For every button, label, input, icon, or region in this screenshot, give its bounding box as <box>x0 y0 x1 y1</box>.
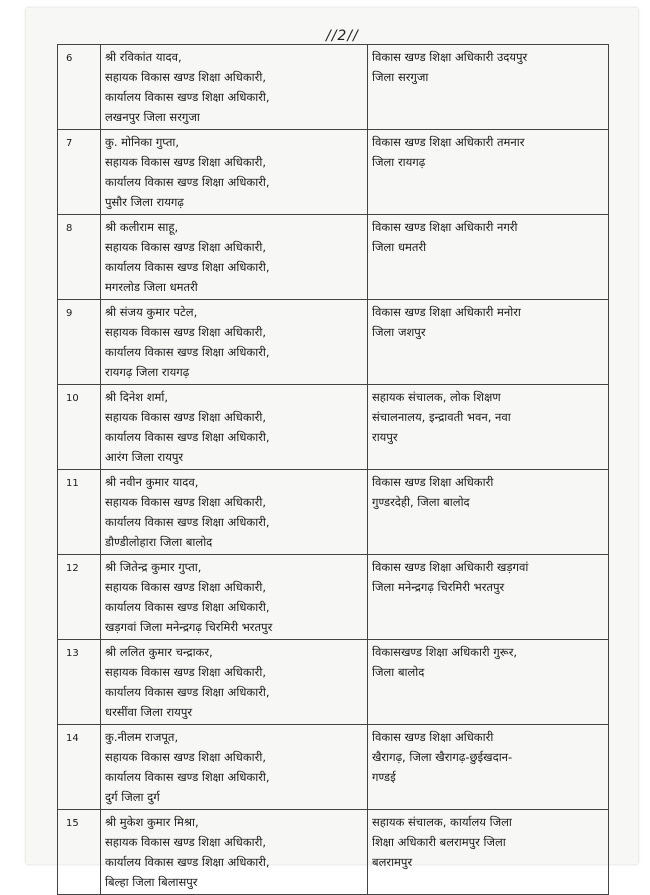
new-posting <box>368 725 606 809</box>
posting-line: संचालनालय, इन्द्रावती भवन, नवा <box>372 410 511 424</box>
posting-line: खैरागढ़, जिला खैरागढ़-छुईखदान- <box>372 750 513 764</box>
officer-name: कु.नीलम राजपूत, <box>105 730 179 744</box>
table-row <box>58 555 608 640</box>
posting-line: जिला रायगढ़ <box>372 155 426 169</box>
new-posting <box>368 130 606 214</box>
officer-details <box>101 385 368 469</box>
posting-line: सहायक संचालक, लोक शिक्षण <box>372 390 501 404</box>
officer-details <box>101 300 368 384</box>
table-row <box>58 470 608 555</box>
officer-name: श्री मुकेश कुमार मिश्रा, <box>105 815 199 829</box>
posting-line: गुण्डरदेही, जिला बालोद <box>372 495 470 509</box>
officer-designation: सहायक विकास खण्ड शिक्षा अधिकारी, <box>105 325 266 339</box>
officer-location: दुर्ग जिला दुर्ग <box>105 790 160 804</box>
posting-line: गण्डई <box>372 770 396 784</box>
officer-office: कार्यालय विकास खण्ड शिक्षा अधिकारी, <box>105 770 270 784</box>
officer-office: कार्यालय विकास खण्ड शिक्षा अधिकारी, <box>105 90 270 104</box>
officer-details <box>101 555 368 639</box>
officer-office: कार्यालय विकास खण्ड शिक्षा अधिकारी, <box>105 855 270 869</box>
officer-details <box>101 470 368 554</box>
serial-number: 7 <box>58 130 101 214</box>
officer-office: कार्यालय विकास खण्ड शिक्षा अधिकारी, <box>105 345 270 359</box>
new-posting <box>368 810 606 894</box>
officer-location: लखनपुर जिला सरगुजा <box>105 110 200 124</box>
posting-line: विकास खण्ड शिक्षा अधिकारी खड़गवां <box>372 560 529 574</box>
officer-details <box>101 45 368 129</box>
new-posting <box>368 470 606 554</box>
serial-number: 10 <box>58 385 101 469</box>
officer-name: श्री कलीराम साहू, <box>105 220 179 234</box>
officer-details <box>101 130 368 214</box>
officer-location: पुसौर जिला रायगढ़ <box>105 195 184 209</box>
table-row <box>58 640 608 725</box>
new-posting <box>368 215 606 299</box>
posting-line: जिला मनेन्द्रगढ़ चिरमिरी भरतपुर <box>372 580 505 594</box>
table-row <box>58 130 608 215</box>
table-row <box>58 810 608 894</box>
officer-designation: सहायक विकास खण्ड शिक्षा अधिकारी, <box>105 410 266 424</box>
posting-line: बलरामपुर <box>372 855 413 869</box>
officer-location: आरंग जिला रायपुर <box>105 450 184 464</box>
new-posting <box>368 385 606 469</box>
officer-details <box>101 640 368 724</box>
officer-name: श्री संजय कुमार पटेल, <box>105 305 198 319</box>
posting-line: शिक्षा अधिकारी बलरामपुर जिला <box>372 835 506 849</box>
posting-line: जिला धमतरी <box>372 240 427 254</box>
posting-line: जिला सरगुजा <box>372 70 429 84</box>
officer-office: कार्यालय विकास खण्ड शिक्षा अधिकारी, <box>105 430 270 444</box>
officer-details <box>101 725 368 809</box>
officer-details <box>101 810 368 894</box>
posting-line: विकास खण्ड शिक्षा अधिकारी उदयपुर <box>372 50 528 64</box>
officer-name: श्री ललित कुमार चन्द्राकर, <box>105 645 213 659</box>
officer-details <box>101 215 368 299</box>
officer-designation: सहायक विकास खण्ड शिक्षा अधिकारी, <box>105 70 266 84</box>
new-posting <box>368 555 606 639</box>
table-row <box>58 45 608 130</box>
officer-office: कार्यालय विकास खण्ड शिक्षा अधिकारी, <box>105 515 270 529</box>
transfer-table <box>57 44 609 895</box>
new-posting <box>368 300 606 384</box>
posting-line: विकास खण्ड शिक्षा अधिकारी <box>372 730 494 744</box>
officer-location: डौण्डीलोहारा जिला बालोद <box>105 535 213 549</box>
posting-line: विकासखण्ड शिक्षा अधिकारी गुरूर, <box>372 645 518 659</box>
serial-number: 12 <box>58 555 101 639</box>
officer-location: धरसींवा जिला रायपुर <box>105 705 193 719</box>
new-posting <box>368 640 606 724</box>
officer-location: रायगढ़ जिला रायगढ़ <box>105 365 190 379</box>
posting-line: विकास खण्ड शिक्षा अधिकारी तमनार <box>372 135 525 149</box>
officer-name: श्री नवीन कुमार यादव, <box>105 475 199 489</box>
officer-office: कार्यालय विकास खण्ड शिक्षा अधिकारी, <box>105 175 270 189</box>
officer-designation: सहायक विकास खण्ड शिक्षा अधिकारी, <box>105 240 266 254</box>
officer-name: श्री जितेन्द्र कुमार गुप्ता, <box>105 560 202 574</box>
officer-office: कार्यालय विकास खण्ड शिक्षा अधिकारी, <box>105 260 270 274</box>
posting-line: सहायक संचालक, कार्यालय जिला <box>372 815 512 829</box>
posting-line: विकास खण्ड शिक्षा अधिकारी <box>372 475 494 489</box>
serial-number: 14 <box>58 725 101 809</box>
new-posting <box>368 45 606 129</box>
officer-designation: सहायक विकास खण्ड शिक्षा अधिकारी, <box>105 580 266 594</box>
officer-office: कार्यालय विकास खण्ड शिक्षा अधिकारी, <box>105 685 270 699</box>
officer-office: कार्यालय विकास खण्ड शिक्षा अधिकारी, <box>105 600 270 614</box>
officer-designation: सहायक विकास खण्ड शिक्षा अधिकारी, <box>105 665 266 679</box>
serial-number: 9 <box>58 300 101 384</box>
officer-name: श्री रविकांत यादव, <box>105 50 182 64</box>
officer-designation: सहायक विकास खण्ड शिक्षा अधिकारी, <box>105 155 266 169</box>
serial-number: 8 <box>58 215 101 299</box>
table-row <box>58 725 608 810</box>
officer-designation: सहायक विकास खण्ड शिक्षा अधिकारी, <box>105 835 266 849</box>
posting-line: जिला जशपुर <box>372 325 426 339</box>
table-row <box>58 300 608 385</box>
officer-location: खड़गवां जिला मनेन्द्रगढ़ चिरमिरी भरतपुर <box>105 620 273 634</box>
posting-line: विकास खण्ड शिक्षा अधिकारी नगरी <box>372 220 518 234</box>
officer-designation: सहायक विकास खण्ड शिक्षा अधिकारी, <box>105 495 266 509</box>
officer-location: मगरलोड जिला धमतरी <box>105 280 198 294</box>
posting-line: जिला बालोद <box>372 665 425 679</box>
officer-name: श्री दिनेश शर्मा, <box>105 390 169 404</box>
serial-number: 15 <box>58 810 101 894</box>
officer-designation: सहायक विकास खण्ड शिक्षा अधिकारी, <box>105 750 266 764</box>
officer-location: बिल्हा जिला बिलासपुर <box>105 875 198 889</box>
table-row <box>58 385 608 470</box>
officer-name: कु. मोनिका गुप्ता, <box>105 135 180 149</box>
page-number: //2// <box>326 28 359 44</box>
serial-number: 11 <box>58 470 101 554</box>
posting-line: रायपुर <box>372 430 398 444</box>
table-row <box>58 215 608 300</box>
serial-number: 6 <box>58 45 101 129</box>
posting-line: विकास खण्ड शिक्षा अधिकारी मनोरा <box>372 305 521 319</box>
serial-number: 13 <box>58 640 101 724</box>
